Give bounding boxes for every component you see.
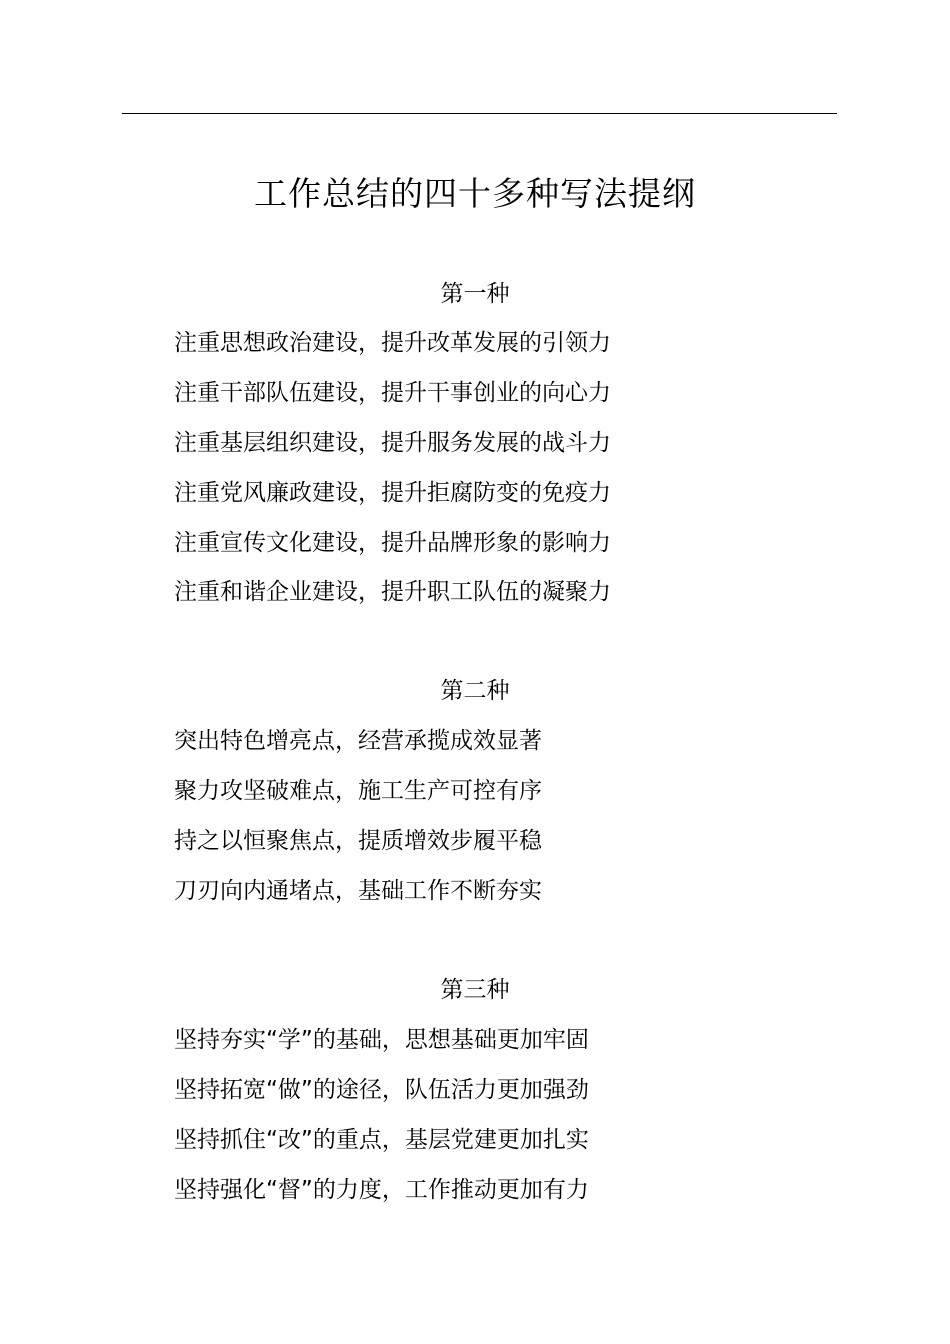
- section-1-line: 注重基层组织建设，提升服务发展的战斗力: [174, 430, 611, 456]
- section-1-line: 注重干部队伍建设，提升干事创业的向心力: [174, 380, 611, 406]
- section-2-line: 持之以恒聚焦点，提质增效步履平稳: [174, 828, 542, 854]
- section-1-line: 注重宣传文化建设，提升品牌形象的影响力: [174, 530, 611, 556]
- section-1-line: 注重思想政治建设，提升改革发展的引领力: [174, 330, 611, 356]
- section-2-line: 聚力攻坚破难点，施工生产可控有序: [174, 778, 542, 804]
- section-heading-3: 第三种: [440, 977, 510, 1003]
- section-3-line: 坚持抓住“改”的重点，基层党建更加扎实: [174, 1127, 589, 1153]
- section-2-line: 刀刃向内通堵点，基础工作不断夯实: [174, 878, 542, 904]
- section-1-line: 注重和谐企业建设，提升职工队伍的凝聚力: [174, 579, 611, 605]
- section-2-line: 突出特色增亮点，经营承揽成效显著: [174, 728, 542, 754]
- section-3-line: 坚持拓宽“做”的途径，队伍活力更加强劲: [174, 1077, 589, 1103]
- section-heading-1: 第一种: [440, 281, 510, 307]
- section-heading-2: 第二种: [440, 678, 510, 704]
- section-3-line: 坚持夯实“学”的基础，思想基础更加牢固: [174, 1027, 589, 1053]
- header-rule: [122, 113, 837, 114]
- section-3-line: 坚持强化“督”的力度，工作推动更加有力: [174, 1177, 589, 1203]
- document-title: 工作总结的四十多种写法提纲: [254, 174, 696, 213]
- section-1-line: 注重党风廉政建设，提升拒腐防变的免疫力: [174, 480, 611, 506]
